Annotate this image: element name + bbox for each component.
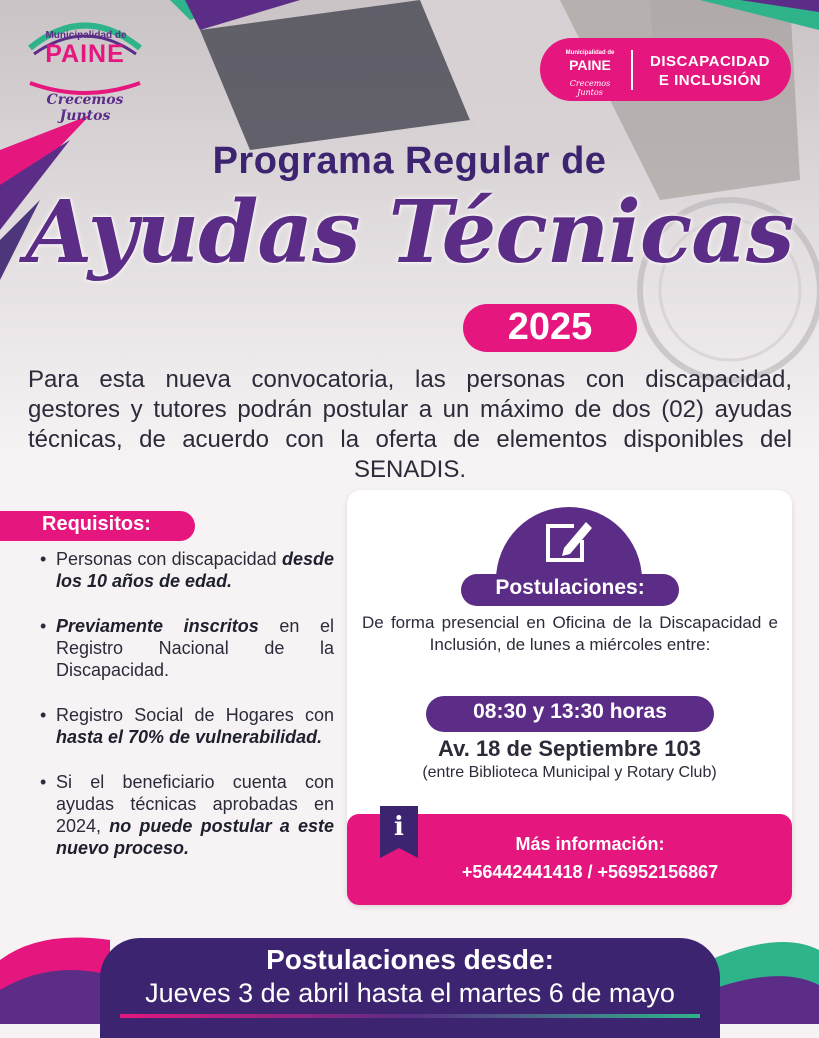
postulaciones-description: De forma presencial en Oficina de la Discapacidad e Inclusión, de lunes a miércoles entre: [362,613,778,654]
badge-department-name [640,52,780,90]
info-title: Más información: [515,834,665,854]
footer-underline [120,1014,700,1018]
logo-name: PAINE [45,40,125,68]
logo-prefix: Municipalidad de [45,30,127,41]
requisito-bold: hasta el 70% de vulnerabilidad. [56,727,323,747]
requisito-bold: no puede postular a este nuevo proceso. [56,816,335,858]
hours-text: 08:30 y 13:30 horas [473,700,667,723]
address: Av. 18 de Septiembre 103 [438,736,701,761]
badge-logo-slogan: Crecemos Juntos [569,79,611,97]
footer-dates: Jueves 3 de abril hasta el martes 6 de mayo [145,978,675,1008]
badge-line-2: E INCLUSIÓN [658,72,762,89]
requisito-item [40,615,334,681]
requisito-text: Personas con discapacidad [56,549,282,569]
intro-paragraph: Para esta nueva convocatoria, las personas con discapacidad, gestores y tutores podrán postular a un máximo de dos (02) ayudas técnicas, de acuerdo con la oferta de elementos disponibles del SENADIS. [28,366,792,483]
title-line-2: Ayudas Técnicas [25,182,794,283]
address-note: (entre Biblioteca Municipal y Rotary Club) [422,764,717,781]
requisito-text: Registro Social de Hogares con [56,705,334,725]
requisito-item [40,771,334,859]
badge-line-1: DISCAPACIDAD [650,53,770,70]
info-icon: i [394,812,404,842]
requisitos-title: Requisitos: [42,513,151,535]
badge-logo-prefix: Municipalidad de [565,50,615,56]
footer-title: Postulaciones desde: [266,944,554,975]
requisito-item [40,704,334,748]
requisito-item [40,548,334,592]
form-edit-icon [540,514,598,568]
requisito-text: en el Registro Nacional de la Discapacidad. [56,616,334,680]
title-line-1: Programa Regular de [212,140,607,182]
title-year: 2025 [507,306,593,348]
badge-divider [631,50,633,90]
postulaciones-title: Postulaciones: [495,576,645,599]
requisitos-list [40,548,334,882]
requisito-bold: desde los 10 años de edad. [56,549,334,591]
info-phones: +56442441418 / +56952156867 [461,862,719,882]
requisito-text: Si el beneficiario cuenta con ayudas técnicas aprobadas en 2024, [56,772,334,836]
badge-logo-name: PAINE [569,57,611,73]
logo-slogan: Crecemos Juntos [46,92,124,124]
requisito-bold: Previamente inscritos [56,616,259,636]
